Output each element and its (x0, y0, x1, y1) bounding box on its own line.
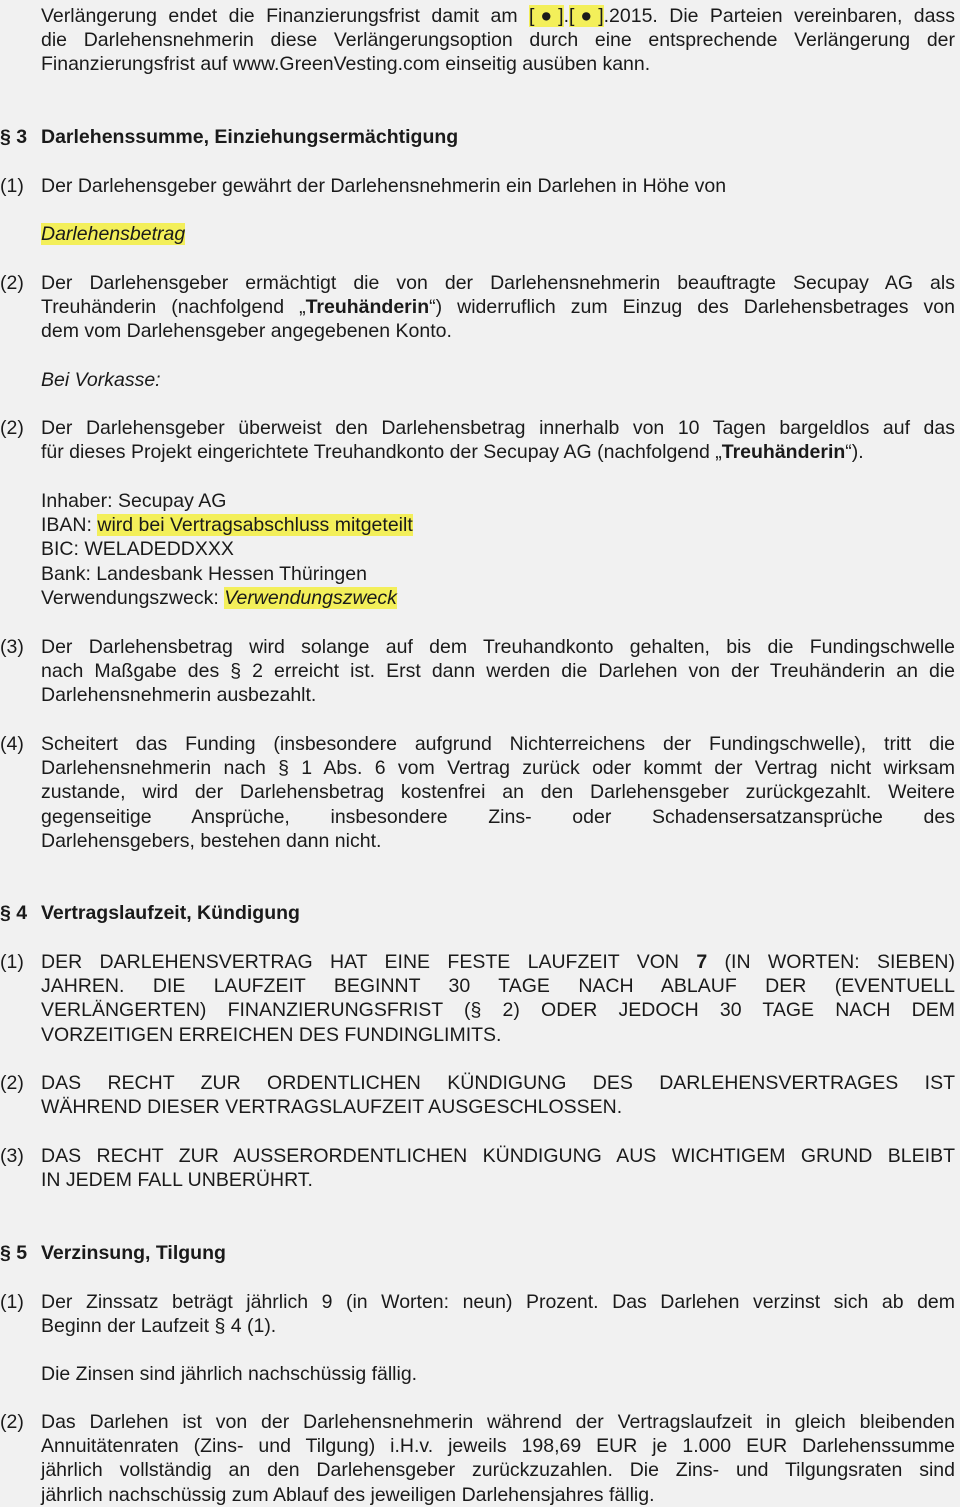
section-3-number: § 3 (0, 126, 28, 148)
s5-p1: Der Zinssatz beträgt jährlich 9 (in Worten: neun) Prozent. Das Darlehen verzinst sich ab dem Beginn der Laufzeit § 4 (1). (41, 1291, 955, 1338)
section-5-number: § 5 (0, 1242, 28, 1264)
s3-p4-number: (4) (0, 733, 24, 755)
bank-details (41, 489, 955, 610)
s5-p1-number: (1) (0, 1291, 24, 1313)
section-3-heading (0, 125, 458, 149)
bank-bic: BIC: WELADEDDXXX (41, 538, 234, 561)
s5-interest-note: Die Zinsen sind jährlich nachschüssig fällig. (41, 1363, 418, 1385)
intro-line-2: die Darlehensnehmerin diese Verlängerungsoption durch eine entsprechende Verlängerung der (41, 29, 955, 52)
s5-p2: Das Darlehen ist von der Darlehensnehmerin während der Vertragslaufzeit in gleich bleibenden Annuitätenraten (Zins- und Tilgung) i.H.v. jeweils 198,69 EUR je 1.000 EUR Darlehenssumme jährlich vollständig an den Darlehensgeber zurückzuzahlen. Die Zins- und Tilgungsraten sind jährlich nachschüssig zum Ablauf des jeweiligen Darlehensjahres fällig. (41, 1411, 955, 1506)
bank-holder: Inhaber: Secupay AG (41, 490, 227, 512)
placeholder-month: [●] (569, 5, 604, 27)
purpose-placeholder: Verwendungszweck (224, 586, 397, 609)
intro-line-1: Verlängerung endet die Finanzierungsfrist damit am [●].[●].2015. Die Parteien vereinbaren, dass (41, 5, 955, 27)
section-5-heading (0, 1241, 226, 1265)
s4-p3: DAS RECHT ZUR AUSSERORDENTLICHEN KÜNDIGUNG AUS WICHTIGEM GRUND BLEIBT IN JEDEM FALL UNBERÜHRT. (41, 1145, 955, 1192)
s3-p3: Der Darlehensbetrag wird solange auf dem Treuhandkonto gehalten, bis die Fundingschwelle nach Maßgabe des § 2 erreicht ist. Erst dann werden die Darlehen von der Treuhänderin an die Darlehensnehmerin ausbezahlt. (41, 636, 955, 707)
s3-p2-number: (2) (0, 272, 24, 294)
s3-p3-number: (3) (0, 636, 24, 658)
section-4-title: Vertragslaufzeit, Kündigung (41, 902, 300, 924)
bank-iban: IBAN: wird bei Vertragsabschluss mitgeteilt (41, 514, 413, 537)
s4-p1: DER DARLEHENSVERTRAG HAT EINE FESTE LAUFZEIT VON 7 (IN WORTEN: SIEBEN) JAHREN. DIE LAUFZEIT BEGINNT 30 TAGE NACH ABLAUF DER (EVENTUELL VERLÄNGERTEN) FINANZIERUNGSFRIST (§ 2) ODER JEDOCH 30 TAGE NACH DEM VORZEITIGEN ERREICHEN DES FUNDINGLIMITS. (41, 951, 955, 1046)
s5-p2-number: (2) (0, 1411, 24, 1433)
section-4-number: § 4 (0, 902, 28, 924)
intro-paragraph (41, 4, 955, 77)
s3-p1: Der Darlehensgeber gewährt der Darlehensnehmerin ein Darlehen in Höhe von (41, 175, 727, 197)
section-4-heading (0, 901, 300, 925)
loan-amount-placeholder: Darlehensbetrag (41, 223, 186, 245)
section-3-title: Darlehenssumme, Einziehungsermächtigung (41, 126, 459, 148)
s4-p2: DAS RECHT ZUR ORDENTLICHEN KÜNDIGUNG DES DARLEHENSVERTRAGES IST WÄHREND DIESER VERTRAGSLAUFZEIT AUSGESCHLOSSEN. (41, 1072, 955, 1119)
intro-line-3: Finanzierungsfrist auf www.GreenVesting.com einseitig ausüben kann. (41, 53, 651, 76)
iban-placeholder: wird bei Vertragsabschluss mitgeteilt (97, 514, 413, 537)
s4-p3-number: (3) (0, 1145, 24, 1167)
s3-p4: Scheitert das Funding (insbesondere aufgrund Nichterreichens der Fundingschwelle), tritt die Darlehensnehmerin nach § 1 Abs. 6 vom Vertrag zurück oder kommt der Vertrag nicht wirksam zustande, wird der Darlehensbetrag kostenfrei an den Darlehensgeber zurückgezahlt. Weitere gegenseitige Ansprüche, insbesondere Zins- oder Schadensersatzansprüche des Darlehensgebers, bestehen dann nicht. (41, 733, 955, 852)
bank-name: Bank: Landesbank Hessen Thüringen (41, 562, 367, 585)
s4-p1-number: (1) (0, 951, 24, 973)
s3-p2b: Der Darlehensgeber überweist den Darlehensbetrag innerhalb von 10 Tagen bargeldlos auf das für dieses Projekt eingerichtete Treuhandkonto der Secupay AG (nachfolgend „Treuhänderin“). (41, 417, 955, 464)
bank-purpose: Verwendungszweck: Verwendungszweck (41, 586, 397, 609)
s3-p1-number: (1) (0, 175, 24, 197)
s3-p2b-number: (2) (0, 417, 24, 439)
placeholder-day: [●] (528, 5, 564, 27)
vorkasse-label: Bei Vorkasse: (41, 369, 161, 391)
s3-p2: Der Darlehensgeber ermächtigt die von der Darlehensnehmerin beauftragte Secupay AG als Treuhänderin (nachfolgend „Treuhänderin“) widerruflich zum Einzug des Darlehensbetrages von dem vom Darlehensgeber angegebenen Konto. (41, 272, 955, 343)
loan-amount-field (41, 222, 955, 246)
section-5-title: Verzinsung, Tilgung (41, 1242, 226, 1264)
s4-p2-number: (2) (0, 1072, 24, 1094)
